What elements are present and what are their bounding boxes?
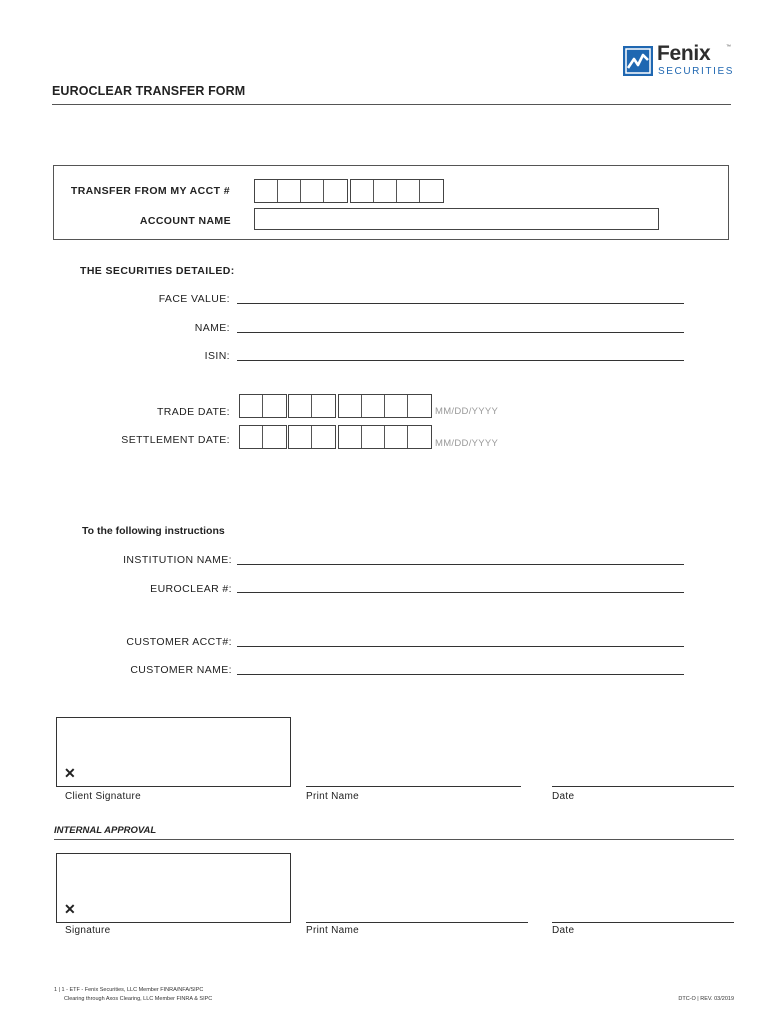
logo-name: Fenix: [657, 42, 711, 65]
footer-line-1: 1 | 1 - ETF - Fenix Securities, LLC Member FINRA/NFA/SIPC: [54, 987, 204, 993]
face-value-label: FACE VALUE:: [158, 293, 230, 305]
chart-icon: [623, 46, 653, 76]
client-date-label: Date: [552, 791, 575, 802]
customer-acct-label: CUSTOMER ACCT#:: [126, 636, 232, 648]
customer-name-line[interactable]: [237, 674, 684, 675]
title-underline: [52, 104, 731, 105]
account-number-boxes-1[interactable]: [254, 179, 348, 203]
internal-approval-heading: INTERNAL APPROVAL: [54, 825, 157, 836]
security-name-line[interactable]: [237, 332, 684, 333]
fenix-logo-mark: [623, 46, 653, 76]
securities-heading: THE SECURITIES DETAILED:: [80, 265, 235, 277]
institution-name-line[interactable]: [237, 564, 684, 565]
form-code: DTC-O | REV. 03/2019: [678, 996, 734, 1002]
client-print-name-label: Print Name: [306, 791, 360, 802]
trade-date-label: TRADE DATE:: [156, 406, 230, 418]
footer-line-2: Clearing through Axos Clearing, LLC Member FINRA & SIPC: [64, 996, 213, 1002]
security-name-label: NAME:: [194, 322, 230, 334]
trade-date-day-boxes[interactable]: [288, 394, 336, 418]
client-signature-label: Client Signature: [65, 791, 141, 802]
account-name-label: ACCOUNT NAME: [139, 215, 231, 227]
isin-label: ISIN:: [204, 350, 230, 362]
trade-date-year-boxes[interactable]: [338, 394, 432, 418]
instructions-heading: To the following instructions: [82, 525, 225, 537]
euroclear-number-label: EUROCLEAR #:: [150, 583, 232, 595]
institution-name-label: INSTITUTION NAME:: [123, 554, 232, 566]
internal-date-line[interactable]: [552, 922, 734, 923]
internal-print-name-line[interactable]: [306, 922, 528, 923]
account-name-field[interactable]: [254, 208, 659, 230]
settlement-date-hint: MM/DD/YYYY: [435, 438, 499, 449]
client-signature-x-mark: ✕: [64, 765, 76, 781]
client-date-line[interactable]: [552, 786, 734, 787]
internal-approval-rule: [54, 839, 734, 840]
account-number-boxes-2[interactable]: [350, 179, 444, 203]
logo-trademark: ™: [726, 44, 731, 50]
transfer-from-label: TRANSFER FROM MY ACCT #: [70, 185, 230, 197]
client-signature-box[interactable]: [56, 717, 291, 787]
internal-signature-x-mark: ✕: [64, 901, 76, 917]
customer-acct-line[interactable]: [237, 646, 684, 647]
isin-line[interactable]: [237, 360, 684, 361]
internal-date-label: Date: [552, 925, 575, 936]
trade-date-month-boxes[interactable]: [239, 394, 287, 418]
internal-print-name-label: Print Name: [306, 925, 360, 936]
settlement-date-year-boxes[interactable]: [338, 425, 432, 449]
settlement-date-day-boxes[interactable]: [288, 425, 336, 449]
settlement-date-label: SETTLEMENT DATE:: [121, 434, 230, 446]
form-title: EUROCLEAR TRANSFER FORM: [52, 84, 246, 98]
internal-signature-label: Signature: [65, 925, 111, 936]
customer-name-label: CUSTOMER NAME:: [130, 664, 232, 676]
settlement-date-month-boxes[interactable]: [239, 425, 287, 449]
trade-date-hint: MM/DD/YYYY: [435, 406, 499, 417]
logo-subtitle: SECURITIES: [658, 66, 735, 77]
internal-signature-box[interactable]: [56, 853, 291, 923]
face-value-line[interactable]: [237, 303, 684, 304]
client-print-name-line[interactable]: [306, 786, 521, 787]
euroclear-number-line[interactable]: [237, 592, 684, 593]
